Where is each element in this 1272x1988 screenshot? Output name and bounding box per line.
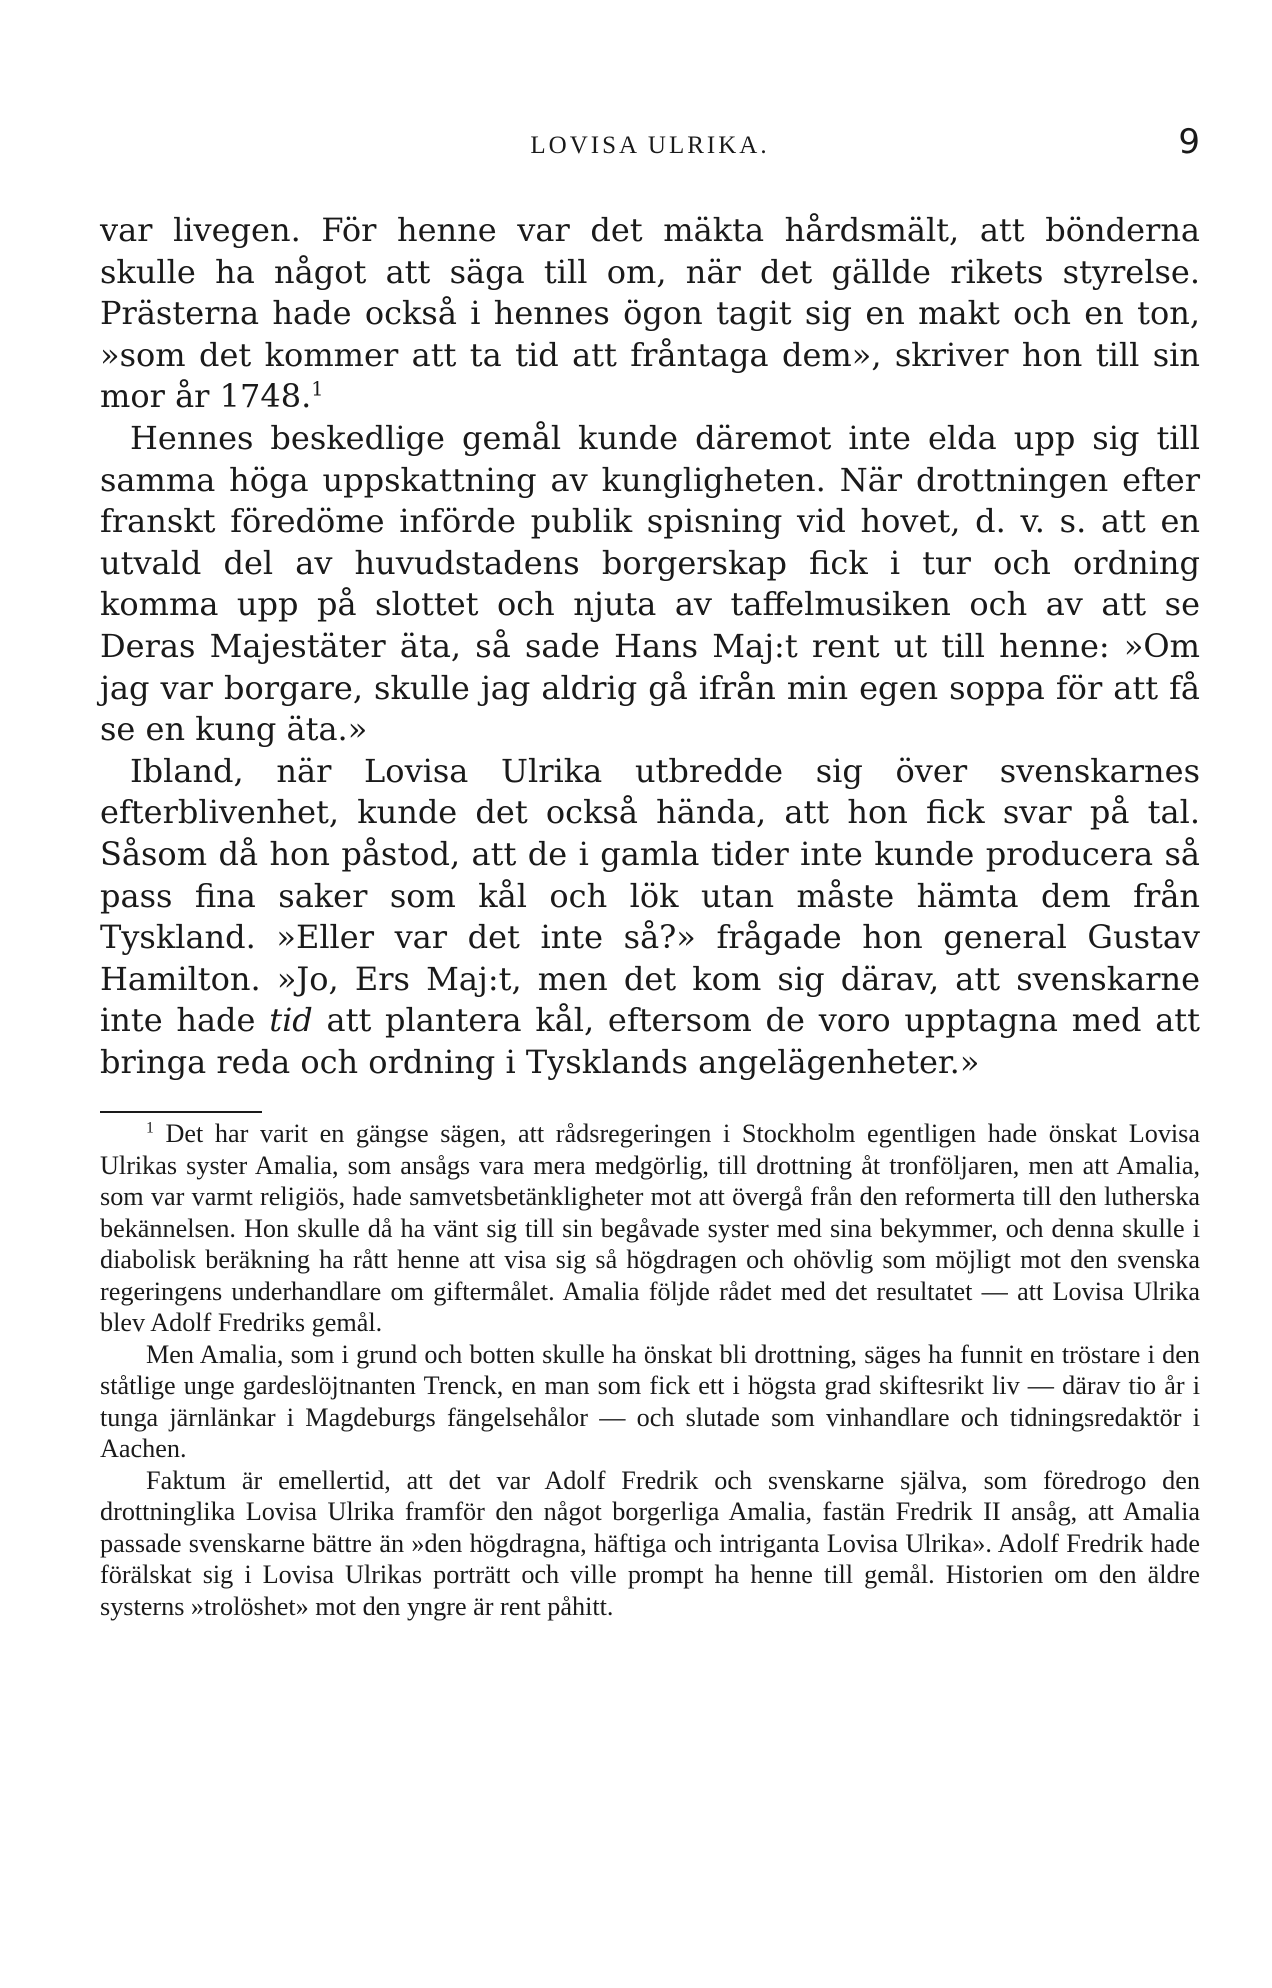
running-head [100,112,1200,162]
paragraph-1-text: var livegen. För henne var det mäkta hårdsmält, att bönderna skulle ha något att säga till om, när det gällde rikets styrelse. Prästerna hade också i hennes ögon tagit sig en makt och en ton, »som det kommer att ta tid att fråntaga dem», skriver hon till sin mor år 1748. [100,211,1200,416]
footnote-marker: 1 [146,1119,154,1137]
footnote-paragraph-1 [100,1118,1200,1339]
italic-word: tid [269,1001,313,1040]
body-text [100,210,1200,1083]
footnote-reference: 1 [311,377,324,401]
footnotes [100,1118,1200,1622]
book-page [100,112,1200,1622]
footnote-paragraph-3: Faktum är emellertid, att det var Adolf Fredrik och svenskarne själva, som föredrogo den drottninglika Lovisa Ulrika framför den något borgerliga Amalia, fastän Fredrik II ansåg, att Amalia passade svenskarne bättre än »den högdragna, häftiga och intriganta Lovisa Ulrika». Adolf Fredrik hade förälskat sig i Lovisa Ulrikas porträtt och ville prompt ha henne till gemål. Historien om den äldre systerns »trolöshet» mot den yngre är rent påhitt. [100,1465,1200,1621]
footnote-paragraph-1-text: Det har varit en gängse sägen, att rådsregeringen i Stockholm egentligen hade önskat Lovisa Ulrikas syster Amalia, som ansågs vara mera medgörlig, till drottning åt tronföljaren, men att Amalia, som var varmt religiös, hade samvetsbetänkligheter mot att övergå från den reformerta till den lutherska bekännelsen. Hon skulle då ha vänt sig till sin begåvade syster med sina bekymmer, och denna skulle i diabolisk beräkning ha rått henne att visa sig så högdragen och ohövlig som möjligt mot den svenska regeringens underhandlare om giftermålet. Amalia följde rådet med det resultatet — att Lovisa Ulrika blev Adolf Fredriks gemål. [100,1119,1200,1338]
paragraph-2: Hennes beskedlige gemål kunde däremot inte elda upp sig till samma höga uppskattning av kungligheten. När drottningen efter franskt föredöme införde publik spisning vid hovet, d. v. s. att en utvald del av huvudstadens borgerskap fick i tur och ordning komma upp på slottet och njuta av taffelmusiken och av att se Deras Majestäter äta, så sade Hans Maj:t rent ut till henne: »Om jag var borgare, skulle jag aldrig gå ifrån min egen soppa för att få se en kung äta.» [100,418,1200,749]
page-number: 9 [1178,122,1200,162]
paragraph-3 [100,751,1200,1084]
paragraph-3-after-italic: att plantera kål, eftersom de voro upptagna med att bringa reda och ordning i Tysklands angelägenheter.» [100,1001,1201,1081]
footnote-paragraph-2: Men Amalia, som i grund och botten skulle ha önskat bli drottning, säges ha funnit en tröstare i den ståtlige unge gardeslöjtnanten Trenck, en man som fick ett i högsta grad skiftesrikt liv — därav tio år i tunga järnlänkar i Magdeburgs fängelsehålor — och slutade som vinhandlare och tidningsredaktör i Aachen. [100,1339,1200,1464]
footnote-separator-rule [100,1111,262,1113]
paragraph-1 [100,210,1200,418]
running-title: LOVISA ULRIKA. [530,132,770,159]
paragraph-3-before-italic: Ibland, när Lovisa Ulrika utbredde sig över svenskarnes efterblivenhet, kunde det också hända, att hon fick svar på tal. Såsom då hon påstod, att de i gamla tider inte kunde producera så pass fina saker som kål och lök utan måste hämta dem från Tyskland. »Eller var det inte så?» frågade hon general Gustav Hamilton. »Jo, Ers Maj:t, men det kom sig därav, att svenskarne inte hade [100,751,1200,1040]
